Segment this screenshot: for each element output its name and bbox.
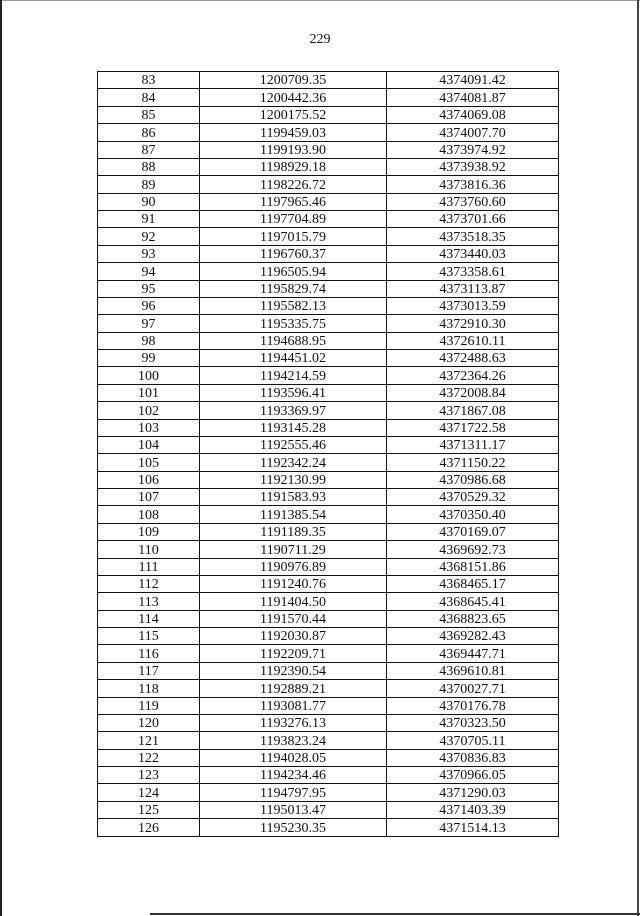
y-coordinate-cell: 4373013.59 <box>387 297 559 314</box>
table-row <box>98 350 559 367</box>
point-number-cell: 95 <box>98 280 200 297</box>
y-coordinate-cell: 4374081.87 <box>387 89 559 106</box>
point-number-cell: 84 <box>98 89 200 106</box>
table-row <box>98 645 559 662</box>
x-coordinate-cell: 1196505.94 <box>200 263 387 280</box>
scan-edge-right <box>637 0 639 916</box>
x-coordinate-cell: 1200442.36 <box>200 89 387 106</box>
y-coordinate-cell: 4372364.26 <box>387 367 559 384</box>
x-coordinate-cell: 1195013.47 <box>200 801 387 818</box>
point-number-cell: 116 <box>98 645 200 662</box>
x-coordinate-cell: 1200175.52 <box>200 106 387 123</box>
y-coordinate-cell: 4371150.22 <box>387 454 559 471</box>
table-row <box>98 245 559 262</box>
point-number-cell: 107 <box>98 489 200 506</box>
x-coordinate-cell: 1194797.95 <box>200 784 387 801</box>
x-coordinate-cell: 1194688.95 <box>200 332 387 349</box>
y-coordinate-cell: 4370986.68 <box>387 471 559 488</box>
x-coordinate-cell: 1190976.89 <box>200 558 387 575</box>
point-number-cell: 113 <box>98 593 200 610</box>
scan-edge-top <box>0 0 640 1</box>
x-coordinate-cell: 1199193.90 <box>200 141 387 158</box>
point-number-cell: 94 <box>98 263 200 280</box>
x-coordinate-cell: 1195230.35 <box>200 819 387 836</box>
x-coordinate-cell: 1191189.35 <box>200 523 387 540</box>
point-number-cell: 91 <box>98 211 200 228</box>
y-coordinate-cell: 4371311.17 <box>387 436 559 453</box>
point-number-cell: 119 <box>98 697 200 714</box>
point-number-cell: 124 <box>98 784 200 801</box>
point-number-cell: 111 <box>98 558 200 575</box>
table-row <box>98 280 559 297</box>
table-row <box>98 436 559 453</box>
x-coordinate-cell: 1191404.50 <box>200 593 387 610</box>
y-coordinate-cell: 4373938.92 <box>387 158 559 175</box>
table-row <box>98 801 559 818</box>
point-number-cell: 87 <box>98 141 200 158</box>
x-coordinate-cell: 1190711.29 <box>200 541 387 558</box>
point-number-cell: 88 <box>98 158 200 175</box>
y-coordinate-cell: 4368465.17 <box>387 575 559 592</box>
y-coordinate-cell: 4371514.13 <box>387 819 559 836</box>
y-coordinate-cell: 4368823.65 <box>387 610 559 627</box>
x-coordinate-cell: 1191570.44 <box>200 610 387 627</box>
x-coordinate-cell: 1194451.02 <box>200 350 387 367</box>
table-row <box>98 732 559 749</box>
table-row <box>98 263 559 280</box>
x-coordinate-cell: 1193081.77 <box>200 697 387 714</box>
point-number-cell: 123 <box>98 767 200 784</box>
point-number-cell: 114 <box>98 610 200 627</box>
scan-edge-left <box>0 0 2 916</box>
x-coordinate-cell: 1192209.71 <box>200 645 387 662</box>
y-coordinate-cell: 4373974.92 <box>387 141 559 158</box>
y-coordinate-cell: 4370966.05 <box>387 767 559 784</box>
x-coordinate-cell: 1193276.13 <box>200 714 387 731</box>
y-coordinate-cell: 4371290.03 <box>387 784 559 801</box>
coordinates-table-body <box>98 72 559 837</box>
table-row <box>98 454 559 471</box>
y-coordinate-cell: 4373760.60 <box>387 193 559 210</box>
y-coordinate-cell: 4369282.43 <box>387 628 559 645</box>
table-row <box>98 697 559 714</box>
point-number-cell: 86 <box>98 124 200 141</box>
point-number-cell: 96 <box>98 297 200 314</box>
table-row <box>98 367 559 384</box>
y-coordinate-cell: 4370169.07 <box>387 523 559 540</box>
point-number-cell: 85 <box>98 106 200 123</box>
y-coordinate-cell: 4370350.40 <box>387 506 559 523</box>
x-coordinate-cell: 1199459.03 <box>200 124 387 141</box>
y-coordinate-cell: 4370323.50 <box>387 714 559 731</box>
x-coordinate-cell: 1193823.24 <box>200 732 387 749</box>
x-coordinate-cell: 1191240.76 <box>200 575 387 592</box>
x-coordinate-cell: 1192390.54 <box>200 662 387 679</box>
point-number-cell: 115 <box>98 628 200 645</box>
y-coordinate-cell: 4371867.08 <box>387 402 559 419</box>
point-number-cell: 90 <box>98 193 200 210</box>
y-coordinate-cell: 4373701.66 <box>387 211 559 228</box>
x-coordinate-cell: 1192130.99 <box>200 471 387 488</box>
table-row <box>98 628 559 645</box>
coordinates-table <box>97 71 559 837</box>
table-row <box>98 610 559 627</box>
x-coordinate-cell: 1192555.46 <box>200 436 387 453</box>
table-row <box>98 575 559 592</box>
x-coordinate-cell: 1197704.89 <box>200 211 387 228</box>
point-number-cell: 125 <box>98 801 200 818</box>
x-coordinate-cell: 1198929.18 <box>200 158 387 175</box>
x-coordinate-cell: 1195582.13 <box>200 297 387 314</box>
table-row <box>98 193 559 210</box>
x-coordinate-cell: 1195829.74 <box>200 280 387 297</box>
y-coordinate-cell: 4372910.30 <box>387 315 559 332</box>
point-number-cell: 83 <box>98 72 200 89</box>
y-coordinate-cell: 4372610.11 <box>387 332 559 349</box>
y-coordinate-cell: 4372008.84 <box>387 384 559 401</box>
table-row <box>98 419 559 436</box>
y-coordinate-cell: 4370836.83 <box>387 749 559 766</box>
point-number-cell: 112 <box>98 575 200 592</box>
table-row <box>98 714 559 731</box>
point-number-cell: 102 <box>98 402 200 419</box>
y-coordinate-cell: 4370705.11 <box>387 732 559 749</box>
y-coordinate-cell: 4373358.61 <box>387 263 559 280</box>
x-coordinate-cell: 1195335.75 <box>200 315 387 332</box>
y-coordinate-cell: 4371722.58 <box>387 419 559 436</box>
point-number-cell: 103 <box>98 419 200 436</box>
table-row <box>98 662 559 679</box>
point-number-cell: 117 <box>98 662 200 679</box>
y-coordinate-cell: 4371403.39 <box>387 801 559 818</box>
table-row <box>98 749 559 766</box>
x-coordinate-cell: 1192889.21 <box>200 680 387 697</box>
y-coordinate-cell: 4373816.36 <box>387 176 559 193</box>
y-coordinate-cell: 4374091.42 <box>387 72 559 89</box>
point-number-cell: 104 <box>98 436 200 453</box>
x-coordinate-cell: 1197015.79 <box>200 228 387 245</box>
page-number: 229 <box>309 32 331 47</box>
table-row <box>98 541 559 558</box>
y-coordinate-cell: 4368151.86 <box>387 558 559 575</box>
table-row <box>98 471 559 488</box>
point-number-cell: 98 <box>98 332 200 349</box>
y-coordinate-cell: 4373518.35 <box>387 228 559 245</box>
table-row <box>98 402 559 419</box>
table-row <box>98 158 559 175</box>
x-coordinate-cell: 1194028.05 <box>200 749 387 766</box>
table-row <box>98 593 559 610</box>
y-coordinate-cell: 4373113.87 <box>387 280 559 297</box>
y-coordinate-cell: 4372488.63 <box>387 350 559 367</box>
x-coordinate-cell: 1192030.87 <box>200 628 387 645</box>
y-coordinate-cell: 4373440.03 <box>387 245 559 262</box>
x-coordinate-cell: 1194214.59 <box>200 367 387 384</box>
point-number-cell: 99 <box>98 350 200 367</box>
point-number-cell: 105 <box>98 454 200 471</box>
table-row <box>98 384 559 401</box>
table-row <box>98 819 559 836</box>
x-coordinate-cell: 1191385.54 <box>200 506 387 523</box>
y-coordinate-cell: 4369610.81 <box>387 662 559 679</box>
table-row <box>98 176 559 193</box>
table-row <box>98 558 559 575</box>
scan-edge-bottom <box>150 913 640 915</box>
point-number-cell: 118 <box>98 680 200 697</box>
table-row <box>98 506 559 523</box>
point-number-cell: 120 <box>98 714 200 731</box>
table-row <box>98 332 559 349</box>
point-number-cell: 100 <box>98 367 200 384</box>
y-coordinate-cell: 4370529.32 <box>387 489 559 506</box>
x-coordinate-cell: 1197965.46 <box>200 193 387 210</box>
table-row <box>98 784 559 801</box>
x-coordinate-cell: 1193369.97 <box>200 402 387 419</box>
point-number-cell: 126 <box>98 819 200 836</box>
table-row <box>98 680 559 697</box>
point-number-cell: 121 <box>98 732 200 749</box>
y-coordinate-cell: 4374069.08 <box>387 106 559 123</box>
table-row <box>98 211 559 228</box>
y-coordinate-cell: 4370027.71 <box>387 680 559 697</box>
point-number-cell: 93 <box>98 245 200 262</box>
x-coordinate-cell: 1194234.46 <box>200 767 387 784</box>
table-row <box>98 767 559 784</box>
point-number-cell: 122 <box>98 749 200 766</box>
y-coordinate-cell: 4368645.41 <box>387 593 559 610</box>
point-number-cell: 101 <box>98 384 200 401</box>
table-row <box>98 523 559 540</box>
x-coordinate-cell: 1196760.37 <box>200 245 387 262</box>
x-coordinate-cell: 1198226.72 <box>200 176 387 193</box>
y-coordinate-cell: 4369692.73 <box>387 541 559 558</box>
point-number-cell: 108 <box>98 506 200 523</box>
table-row <box>98 106 559 123</box>
table-row <box>98 89 559 106</box>
table-row <box>98 297 559 314</box>
table-row <box>98 124 559 141</box>
point-number-cell: 110 <box>98 541 200 558</box>
x-coordinate-cell: 1193145.28 <box>200 419 387 436</box>
point-number-cell: 109 <box>98 523 200 540</box>
x-coordinate-cell: 1192342.24 <box>200 454 387 471</box>
x-coordinate-cell: 1200709.35 <box>200 72 387 89</box>
point-number-cell: 97 <box>98 315 200 332</box>
point-number-cell: 89 <box>98 176 200 193</box>
point-number-cell: 92 <box>98 228 200 245</box>
table-row <box>98 489 559 506</box>
table-row <box>98 72 559 89</box>
y-coordinate-cell: 4374007.70 <box>387 124 559 141</box>
table-row <box>98 228 559 245</box>
table-row <box>98 315 559 332</box>
y-coordinate-cell: 4369447.71 <box>387 645 559 662</box>
point-number-cell: 106 <box>98 471 200 488</box>
x-coordinate-cell: 1193596.41 <box>200 384 387 401</box>
y-coordinate-cell: 4370176.78 <box>387 697 559 714</box>
x-coordinate-cell: 1191583.93 <box>200 489 387 506</box>
table-row <box>98 141 559 158</box>
